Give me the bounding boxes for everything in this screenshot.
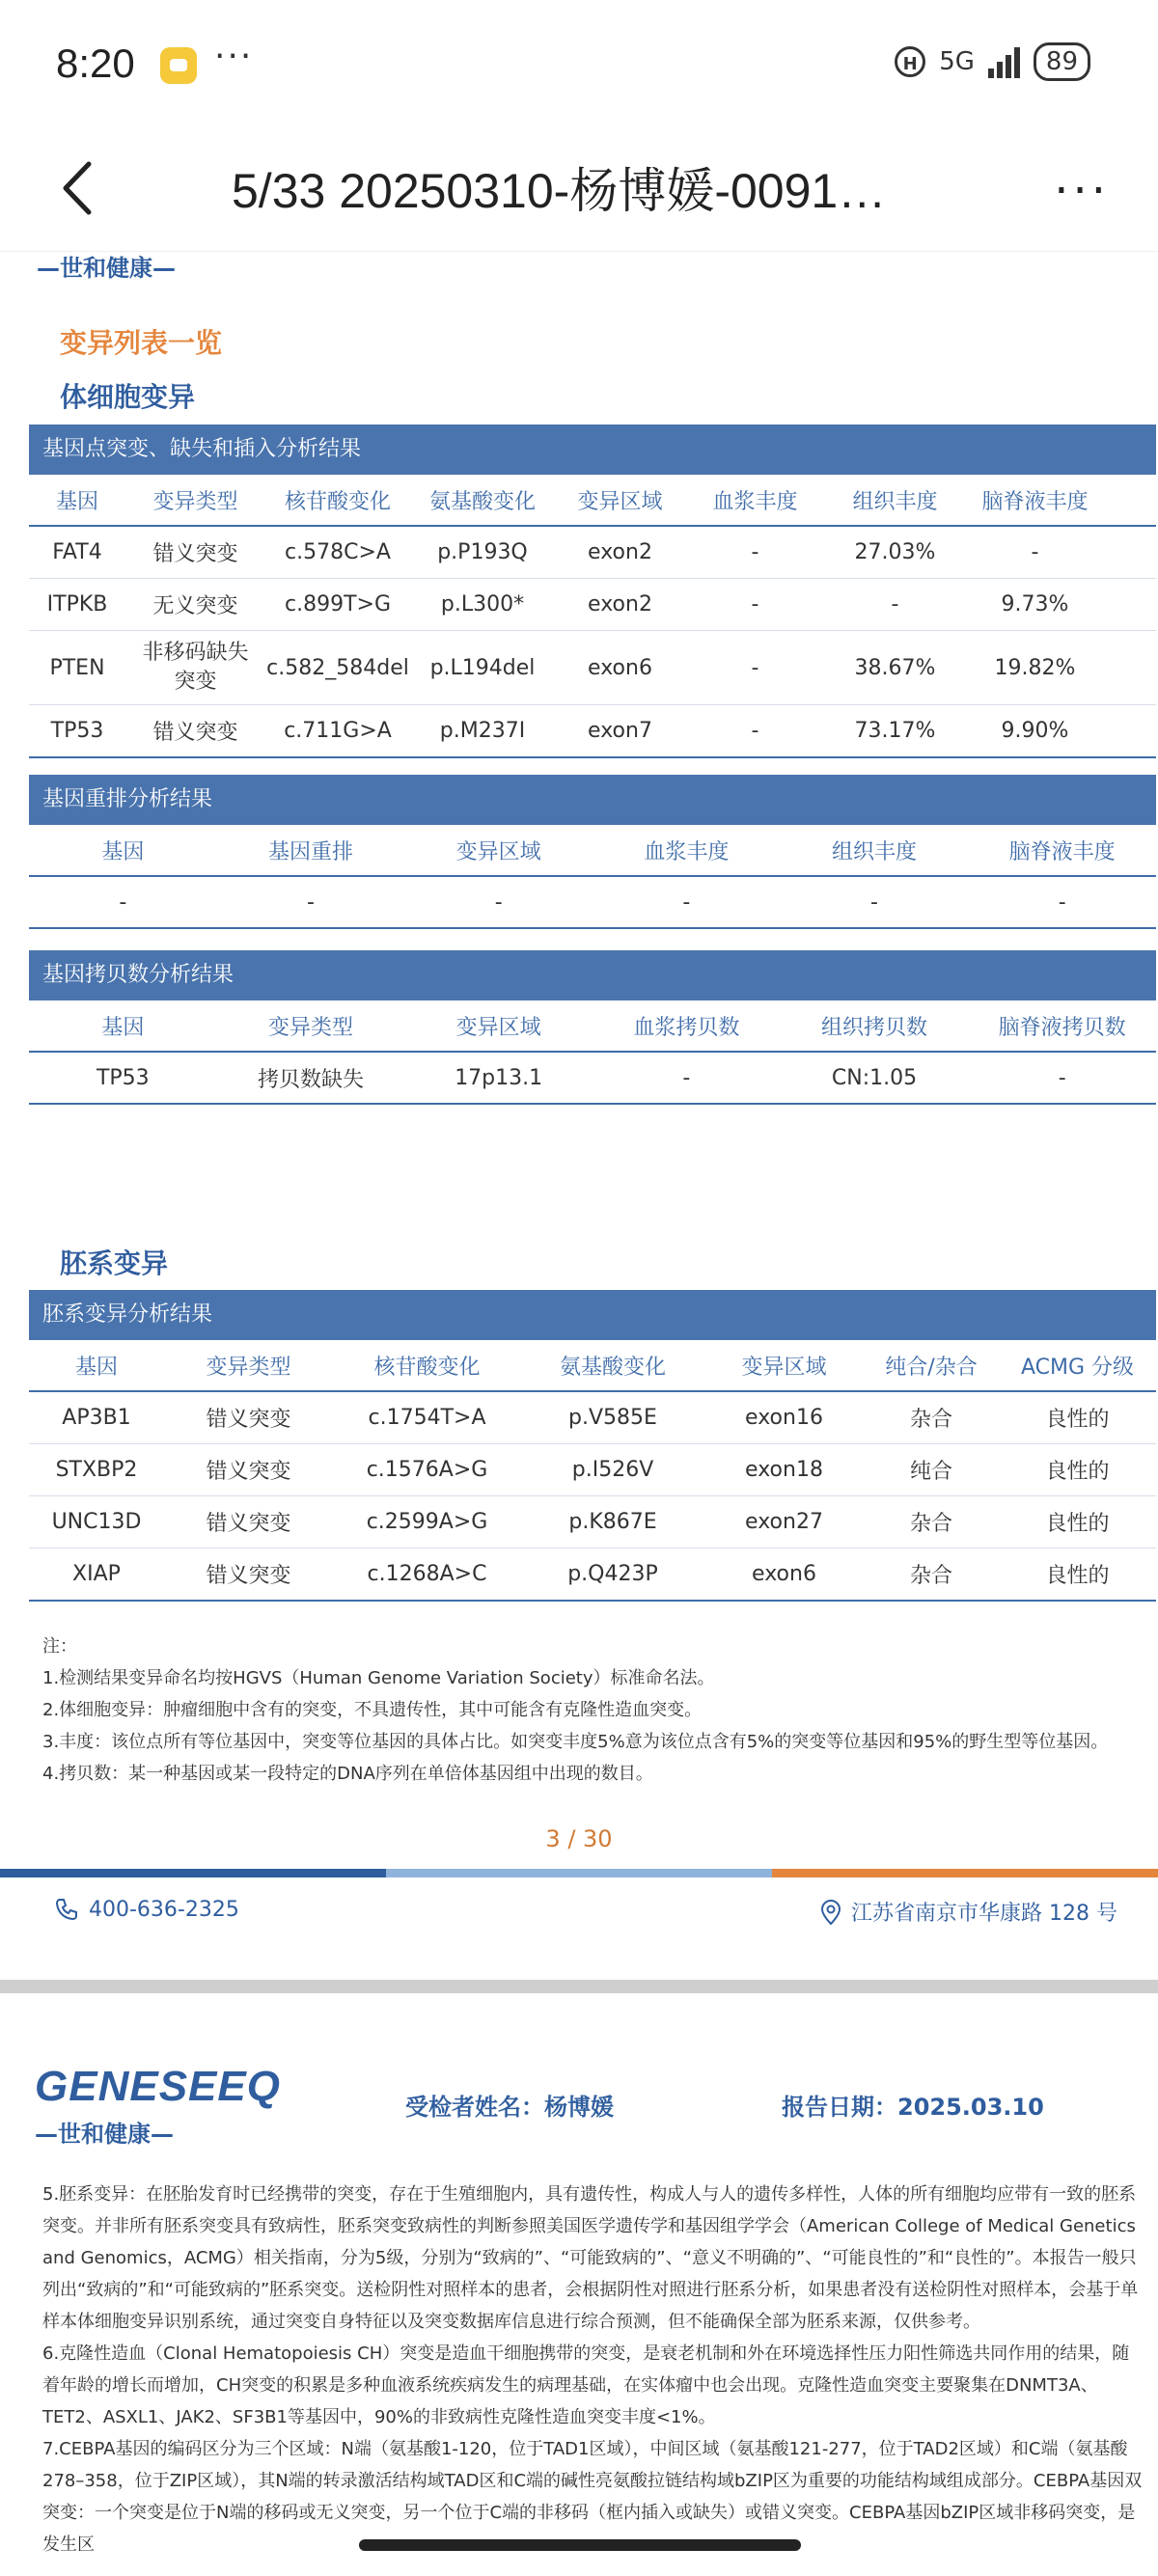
paragraph: 5.胚系变异：在胚胎发育时已经携带的突变，存在于生殖细胞内，具有遗传性，构成人与人的遗传多样性，人体的所有细胞均应带有一致的胚系突变。并非所有胚系突变具有致病性，胚系突变致病性的判断参照美国医学遗传学和基因组学学会（American College of Medical Genetics and Genomics，ACMG）相关指南，分为5级，分别为“致病的”、“可能致病的”、“意义不明确的”、“可能良性的”和“良性的”。本报告一般只列出“致病的”和“可能致病的”胚系突变。送检阴性对照样本的患者，会根据阴性对照进行胚系分析，如果患者没有送检阴性对照样本，会基于单样本体细胞变异识别系统，通过突变自身特征以及突变数据库信息进行综合预测，但不能确保全部为胚系来源，仅供参考。 xyxy=(42,2184,1139,2332)
table-cell: exon7 xyxy=(588,719,652,743)
table-cell: 错义突变 xyxy=(206,1408,291,1432)
table-cell: c.1576A>G xyxy=(366,1458,488,1482)
table-cell: exon2 xyxy=(588,592,652,617)
table-row xyxy=(29,579,1156,631)
footer-phone xyxy=(54,1897,239,1922)
document-title: 5/33 20250310-杨博媛-0091… xyxy=(232,164,887,218)
table-cell: - xyxy=(1058,890,1066,915)
table-cell: - xyxy=(682,890,691,915)
table-row xyxy=(29,1053,1156,1105)
page-separator xyxy=(0,1980,1158,1993)
note-line: 4.拷贝数：某一种基因或某一段特定的DNA序列在单倍体基因组中出现的数目。 xyxy=(42,1764,653,1784)
table-cell: TP53 xyxy=(50,719,104,743)
table-cell: 9.90% xyxy=(1001,719,1069,743)
table-cell: - xyxy=(751,592,759,617)
table-heading: 基因点突变、缺失和插入分析结果 xyxy=(29,425,1156,475)
table-row xyxy=(29,877,1156,929)
battery-icon: 89 xyxy=(1034,42,1090,81)
chevron-left-icon xyxy=(48,154,106,222)
column-header: ACMG 分级 xyxy=(1020,1355,1135,1380)
section-title: 变异列表一览 xyxy=(60,327,223,359)
table-heading: 胚系变异分析结果 xyxy=(29,1290,1156,1340)
table-cell: - xyxy=(891,592,899,617)
column-header: 变异类型 xyxy=(267,1015,353,1040)
table-row xyxy=(29,1392,1156,1444)
table-heading: 基因重排分析结果 xyxy=(29,775,1156,825)
table-cell: exon27 xyxy=(745,1510,823,1534)
column-header: 变异类型 xyxy=(152,489,238,514)
somatic-title: 体细胞变异 xyxy=(60,381,196,413)
logo-subtitle: —世和健康— xyxy=(35,2121,174,2148)
table-cell: - xyxy=(870,890,878,915)
table-header-row xyxy=(29,1000,1156,1053)
column-header: 氨基酸变化 xyxy=(559,1355,666,1380)
table-cell: exon18 xyxy=(745,1458,823,1482)
table-cell: CN:1.05 xyxy=(831,1065,918,1090)
table-header-row xyxy=(29,1340,1156,1392)
phone-icon xyxy=(54,1897,79,1922)
status-bar xyxy=(0,0,1158,125)
table-cell: 错义突变 xyxy=(206,1564,291,1588)
company-logo xyxy=(35,2063,281,2149)
table-cell: STXBP2 xyxy=(55,1458,138,1482)
table-cell: 纯合 xyxy=(909,1460,952,1484)
table-cell: 17p13.1 xyxy=(455,1065,543,1090)
germline-title: 胚系变异 xyxy=(60,1247,169,1279)
column-header: 脑脊液丰度 xyxy=(1008,839,1116,864)
cnv-table xyxy=(29,950,1156,1105)
table-cell: PTEN xyxy=(49,655,105,680)
table-cell: 杂合 xyxy=(909,1564,952,1588)
table-cell: p.M237I xyxy=(439,719,526,743)
column-header: 基因 xyxy=(101,1015,145,1040)
column-header: 血浆拷贝数 xyxy=(633,1015,740,1040)
table-cell: 无义突变 xyxy=(152,594,238,618)
table-cell: 良性的 xyxy=(1045,1564,1110,1588)
table-cell: - xyxy=(1031,540,1039,564)
status-indicators xyxy=(895,42,1090,81)
column-header: 组织拷贝数 xyxy=(820,1015,927,1040)
table-cell: exon2 xyxy=(588,540,652,564)
table-cell: p.Q423P xyxy=(567,1562,658,1586)
network-label: 5G xyxy=(939,47,975,76)
nav-bar xyxy=(0,125,1158,252)
column-header: 变异类型 xyxy=(206,1355,291,1380)
table-cell: - xyxy=(307,890,315,915)
table-cell: c.899T>G xyxy=(285,592,391,617)
footer-color-band xyxy=(0,1869,1158,1877)
page-number: 3 / 30 xyxy=(545,1825,613,1852)
column-header: 脑脊液拷贝数 xyxy=(998,1015,1126,1040)
table-cell: - xyxy=(751,719,759,743)
column-header: 变异区域 xyxy=(455,1015,541,1040)
brand-logo: —世和健康— xyxy=(37,255,176,282)
table-cell: FAT4 xyxy=(52,540,102,564)
table-cell: p.I526V xyxy=(571,1458,654,1482)
table-cell: p.V585E xyxy=(568,1406,657,1430)
table-cell: TP53 xyxy=(96,1065,150,1090)
table-heading: 基因拷贝数分析结果 xyxy=(29,950,1156,1000)
table-cell: 错义突变 xyxy=(206,1512,291,1536)
table-cell: 拷贝数缺失 xyxy=(257,1067,364,1092)
table-cell: XIAP xyxy=(72,1562,121,1586)
table-cell: p.L300* xyxy=(440,592,525,617)
note-line: 1.检测结果变异命名均按HGVS（Human Genome Variation Society）标准命名法。 xyxy=(42,1668,715,1688)
column-header: 变异区域 xyxy=(741,1355,827,1380)
table-cell: 非移码缺失突变 xyxy=(142,641,249,694)
table-row xyxy=(29,705,1156,758)
table-cell: - xyxy=(682,1065,691,1090)
table-row xyxy=(29,1548,1156,1602)
table-row xyxy=(29,1496,1156,1548)
table-cell: 73.17% xyxy=(854,719,936,743)
column-header: 脑脊液丰度 xyxy=(981,489,1089,514)
column-header: 组织丰度 xyxy=(831,839,917,864)
note-line: 3.丰度：该位点所有等位基因中，突变等位基因的具体占比。如突变丰度5%意为该位点含有5%的突变等位基因和95%的野生型等位基因。 xyxy=(42,1732,1109,1752)
snv-table xyxy=(29,425,1156,758)
table-cell: p.K867E xyxy=(568,1510,657,1534)
column-header: 氨基酸变化 xyxy=(428,489,536,514)
table-cell: 错义突变 xyxy=(152,721,238,745)
paragraph: 7.CEBPA基因的编码区分为三个区域：N端（氨基酸1-120，位于TAD1区域），中间区域（氨基酸121-277，位于TAD2区域）和C端（氨基酸278–358，位于ZIP区域），其N端的转录激活结构域TAD区和C端的碱性亮氨酸拉链结构域bZIP区为重要的功能结构域组成部分。CEBPA基因双突变：一个突变是位于N端的移码或无义突变，另一个位于C端的非移码（框内插入或缺失）或错义突变。CEBPA基因bZIP区域非移码突变，是发生区 xyxy=(42,2439,1143,2555)
table-cell: c.711G>A xyxy=(284,719,392,743)
table-header-row xyxy=(29,475,1156,527)
table-cell: 良性的 xyxy=(1045,1512,1110,1536)
table-cell: p.L194del xyxy=(429,655,536,680)
table-cell: 27.03% xyxy=(854,540,936,564)
table-cell: c.582_584del xyxy=(266,655,409,680)
column-header: 变异区域 xyxy=(455,839,541,864)
column-header: 纯合/杂合 xyxy=(885,1355,978,1380)
location-pin-icon xyxy=(820,1899,841,1926)
paragraph: 6.克隆性造血（Clonal Hematopoiesis CH）突变是造血干细胞携带的突变，是衰老机制和外在环境选择性压力阳性筛选共同作用的结果，随着年龄的增长而增加，CH突变的积累是多种血液系统疾病发生的病理基础，在实体瘤中也会出现。克隆性造血突变主要聚集在DNMT3A、TET2、ASXL1、JAK2、SF3B1等基因中，90%的非致病性克隆性造血突变丰度<1%。 xyxy=(42,2343,1130,2427)
table-row xyxy=(29,631,1156,705)
column-header: 核苷酸变化 xyxy=(284,489,391,514)
table-cell: - xyxy=(119,890,127,915)
status-time: 8:20 xyxy=(56,41,135,86)
note-line: 注： xyxy=(42,1636,77,1657)
page-footer xyxy=(0,1877,1158,1974)
explanation-text xyxy=(42,2179,1143,2561)
table-cell: exon6 xyxy=(588,655,652,680)
table-cell: - xyxy=(751,540,759,564)
table-cell: c.1268A>C xyxy=(367,1562,487,1586)
phone-number: 400-636-2325 xyxy=(89,1897,239,1922)
table-cell: 良性的 xyxy=(1045,1408,1110,1432)
column-header: 基因 xyxy=(101,839,145,864)
column-header: 血浆丰度 xyxy=(712,489,798,514)
app-notification-icon xyxy=(160,47,197,84)
table-cell: 19.82% xyxy=(994,655,1076,680)
table-cell: - xyxy=(494,890,503,915)
address-text: 江苏省南京市华康路 128 号 xyxy=(851,1902,1117,1926)
footnotes xyxy=(42,1631,1133,1790)
back-button[interactable] xyxy=(48,154,106,222)
column-header: 血浆丰度 xyxy=(644,839,730,864)
column-header: 基因 xyxy=(74,1355,118,1380)
column-header: 核苷酸变化 xyxy=(373,1355,481,1380)
table-cell: 9.73% xyxy=(1001,592,1069,617)
table-header-row xyxy=(29,825,1156,877)
column-header: 组织丰度 xyxy=(852,489,938,514)
column-header: 基因 xyxy=(55,489,98,514)
patient-name: 受检者姓名：杨博媛 xyxy=(405,2094,614,2121)
table-cell: c.2599A>G xyxy=(366,1510,488,1534)
footer-address xyxy=(820,1897,1117,1927)
table-cell: ITPKB xyxy=(46,592,108,617)
table-cell: 错义突变 xyxy=(152,542,238,566)
table-cell: AP3B1 xyxy=(62,1406,131,1430)
table-cell: 良性的 xyxy=(1045,1460,1110,1484)
table-cell: c.1754T>A xyxy=(368,1406,486,1430)
table-cell: - xyxy=(751,655,759,680)
table-cell: 38.67% xyxy=(854,655,936,680)
note-line: 2.体细胞变异：肿瘤细胞中含有的突变，不具遗传性，其中可能含有克隆性造血突变。 xyxy=(42,1700,703,1720)
table-cell: exon6 xyxy=(752,1562,816,1586)
hd-icon: H xyxy=(895,46,925,77)
more-options-button[interactable]: ··· xyxy=(1054,164,1110,218)
table-cell: 杂合 xyxy=(909,1512,952,1536)
table-cell: c.578C>A xyxy=(285,540,391,564)
germline-table xyxy=(29,1290,1156,1602)
table-row xyxy=(29,527,1156,579)
signal-icon xyxy=(988,45,1020,78)
table-cell: exon16 xyxy=(745,1406,823,1430)
column-header: 基因重排 xyxy=(267,839,353,864)
table-cell: - xyxy=(1058,1065,1066,1090)
more-notifications-icon: ··· xyxy=(214,37,254,76)
logo-wordmark: GENESEEQ xyxy=(35,2063,281,2110)
table-cell: UNC13D xyxy=(51,1510,142,1534)
table-row xyxy=(29,1444,1156,1496)
home-indicator[interactable] xyxy=(359,2539,801,2551)
fusion-table xyxy=(29,775,1156,929)
table-cell: p.P193Q xyxy=(437,540,528,564)
column-header: 变异区域 xyxy=(577,489,663,514)
table-cell: 杂合 xyxy=(909,1408,952,1432)
table-cell: 错义突变 xyxy=(206,1460,291,1484)
report-date: 报告日期：2025.03.10 xyxy=(782,2094,1044,2121)
